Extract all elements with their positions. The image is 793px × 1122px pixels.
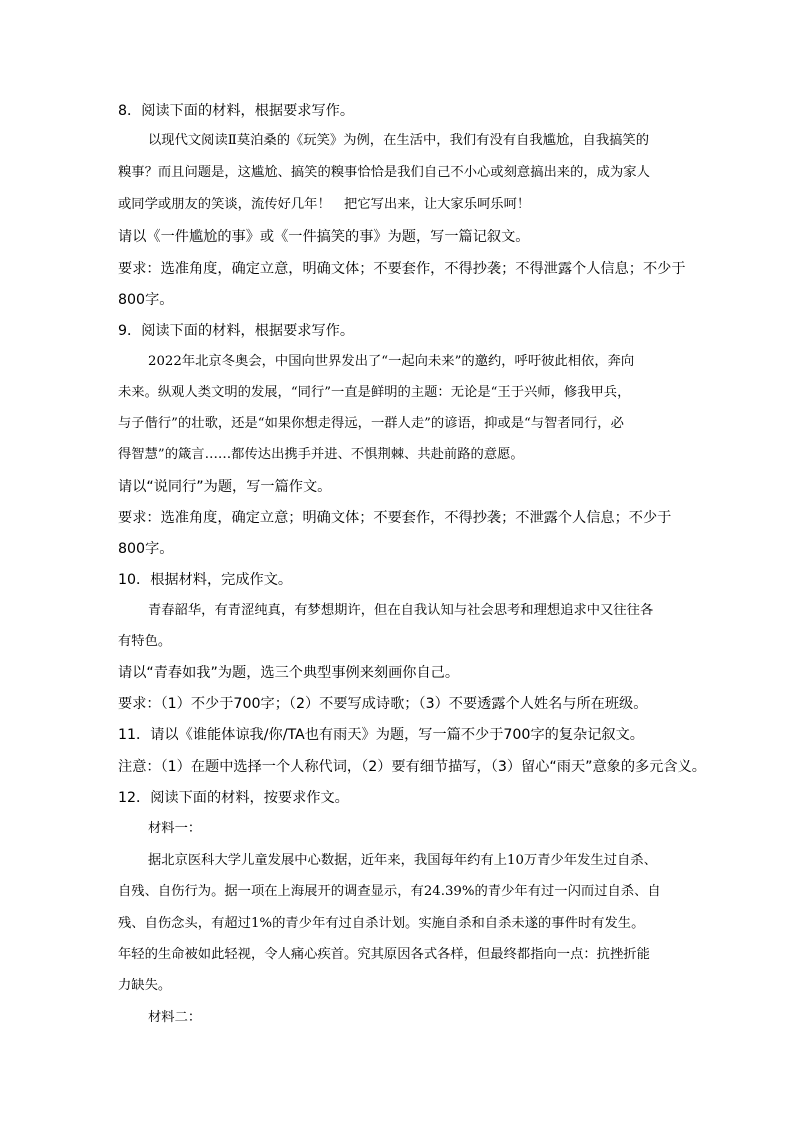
q11-note: 注意：（1）在题中选择一个人称代词，（2）要有细节描写，（3）留心“雨天”意象的多元含义。 (118, 759, 706, 775)
q12-material-line: 据北京医科大学儿童发展中心数据，近年来，我国每年约有上10万青少年发生过自杀、 (148, 853, 657, 868)
q8-requirement: 800字。 (118, 292, 174, 308)
q12-material-line: 自残、自伤行为。据一项在上海展开的调查显示，有24.39%的青少年有过一闪而过自杀、自 (118, 884, 661, 899)
q8-material-line: 或同学或朋友的笑谈，流传好几年！ 把它写出来，让大家乐呵乐呵！ (118, 197, 531, 212)
q8-task: 请以《一件尴尬的事》或《一件搞笑的事》为题，写一篇记叙文。 (118, 229, 530, 245)
q12-material-line: 力缺失。 (118, 978, 172, 993)
q10-task: 请以“青春如我”为题，选三个典型事例来刻画你自己。 (118, 665, 460, 681)
q12-heading: 12．阅读下面的材料，按要求作文。 (118, 790, 349, 806)
q8-heading: 8．阅读下面的材料，根据要求写作。 (118, 103, 355, 119)
q9-material-line: 2022年北京冬奥会，中国向世界发出了“一起向未来”的邀约，呼吁彼此相依，奔向 (148, 354, 635, 369)
q9-material-line: 与子偕行”的壮歌，还是“如果你想走得远，一群人走”的谚语，抑或是“与智者同行，必 (118, 416, 624, 431)
q8-material-line: 以现代文阅读Ⅱ莫泊桑的《玩笑》为例，在生活中，我们有没有自我尴尬，自我搞笑的 (148, 133, 650, 148)
q10-heading: 10．根据材料，完成作文。 (118, 572, 293, 588)
q9-requirement: 800字。 (118, 541, 174, 557)
q9-task: 请以“说同行”为题，写一篇作文。 (118, 479, 332, 495)
q10-requirement: 要求：（1）不少于700字；（2）不要写成诗歌；（3）不要透露个人姓名与所在班级。 (118, 696, 648, 712)
q9-material-line: 未来。纵观人类文明的发展，“同行”一直是鲜明的主题：无论是“王于兴师，修我甲兵， (118, 385, 631, 400)
q8-material-line: 糗事？而且问题是，这尴尬、搞笑的糗事恰恰是我们自己不小心或刻意搞出来的，成为家人 (118, 165, 650, 180)
q10-material-line: 青春韶华，有青涩纯真，有梦想期许，但在自我认知与社会思考和理想追求中又往往各 (148, 603, 654, 618)
q8-requirement: 要求：选准角度，确定立意，明确文体；不要套作，不得抄袭；不得泄露个人信息；不少于 (118, 261, 686, 277)
q9-heading: 9．阅读下面的材料，根据要求写作。 (118, 323, 355, 339)
q9-requirement: 要求：选准角度，确定立意；明确文体；不要套作，不得抄袭；不泄露个人信息；不少于 (118, 510, 672, 526)
q12-material1-label: 材料一： (148, 821, 202, 836)
q12-material-line: 年轻的生命被如此轻视，令人痛心疾首。究其原因各式各样，但最终都指向一点：抗挫折能 (118, 947, 650, 962)
q12-material2-label: 材料二： (148, 1010, 202, 1025)
q12-material-line: 残、自伤念头，有超过1%的青少年有过自杀计划。实施自杀和自杀未遂的事件时有发生。 (118, 916, 645, 931)
q9-material-line: 得智慧”的箴言……都传达出携手并进、不惧荆棘、共赴前路的意愿。 (118, 447, 524, 462)
q11-heading: 11．请以《谁能体谅我/你/TA也有雨天》为题，写一篇不少于700字的复杂记叙文。 (118, 727, 644, 743)
q10-material-line: 有特色。 (118, 634, 172, 649)
